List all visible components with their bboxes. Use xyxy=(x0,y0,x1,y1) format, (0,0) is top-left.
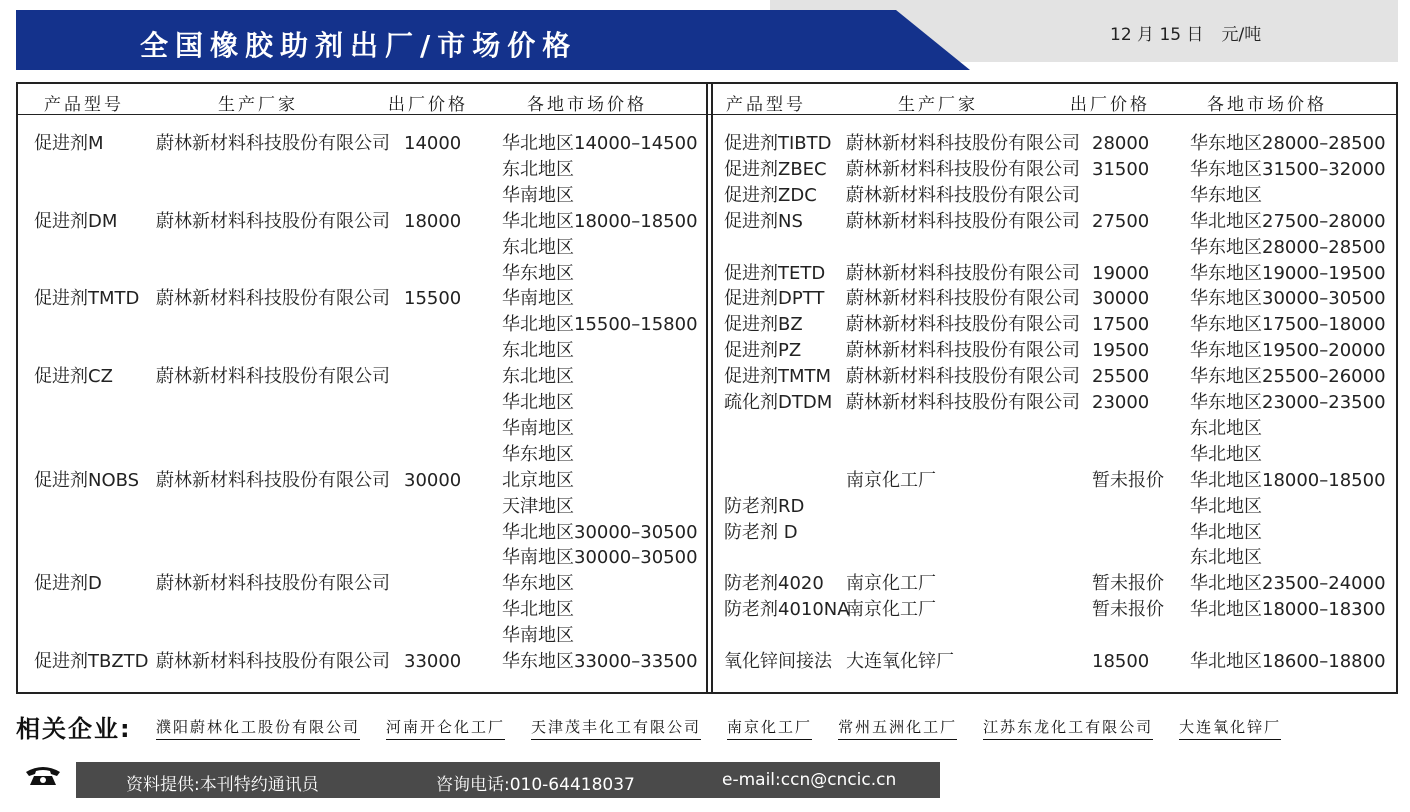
product-cell: 促进剂NOBS xyxy=(34,469,140,491)
market-price-cell: 华北地区 xyxy=(1190,495,1262,517)
factory-price-cell: 25500 xyxy=(1092,366,1150,388)
market-price-cell: 华北地区18000–18500 xyxy=(1190,469,1386,491)
maker-cell: 蔚林新材料科技股份有限公司 xyxy=(156,288,390,310)
factory-price-cell: 19500 xyxy=(1092,340,1150,362)
market-price-cell: 华东地区25500–26000 xyxy=(1190,366,1386,388)
factory-price-cell: 暂未报价 xyxy=(1092,469,1164,491)
market-price-cell: 华东地区19500–20000 xyxy=(1190,340,1386,362)
market-price-cell: 东北地区 xyxy=(502,236,574,258)
factory-price-cell: 30000 xyxy=(1092,288,1150,310)
page-title: 全国橡胶助剂出厂/市场价格 xyxy=(140,29,578,62)
market-price-cell: 华北地区 xyxy=(1190,443,1262,465)
phone-text: 咨询电话:010-64418037 xyxy=(436,775,635,795)
table-divider xyxy=(706,84,708,692)
factory-price-cell: 28000 xyxy=(1092,133,1150,154)
maker-cell: 蔚林新材料科技股份有限公司 xyxy=(156,210,390,232)
market-price-cell: 华南地区 xyxy=(502,184,574,206)
related-company: 大连氧化锌厂 xyxy=(1179,716,1281,740)
product-cell: 防老剂RD xyxy=(724,495,805,517)
date-unit xyxy=(1110,20,1279,45)
market-price-cell: 华东地区 xyxy=(1190,184,1262,206)
market-price-cell: 华东地区28000–28500 xyxy=(1190,236,1386,258)
unit-text: 元/吨 xyxy=(1221,25,1262,45)
market-price-cell: 华东地区23000–23500 xyxy=(1190,392,1386,413)
product-cell: 防老剂 D xyxy=(724,521,798,543)
market-price-cell: 东北地区 xyxy=(1190,547,1262,569)
product-cell: 促进剂ZBEC xyxy=(724,158,827,180)
maker-cell: 蔚林新材料科技股份有限公司 xyxy=(846,366,1080,388)
product-cell: 促进剂M xyxy=(34,133,104,154)
related-label: 相关企业: xyxy=(16,715,132,743)
market-price-cell: 天津地区 xyxy=(502,495,574,517)
market-price-cell: 华南地区 xyxy=(502,417,574,439)
maker-cell: 蔚林新材料科技股份有限公司 xyxy=(846,210,1080,232)
market-price-cell: 华南地区 xyxy=(502,625,574,647)
factory-price-cell: 23000 xyxy=(1092,392,1150,413)
col-header-market-price: 各地市场价格 xyxy=(1207,95,1327,115)
market-price-cell: 华北地区 xyxy=(1190,521,1262,543)
product-cell: 促进剂PZ xyxy=(724,340,802,362)
footer-bar xyxy=(76,762,940,798)
maker-cell: 蔚林新材料科技股份有限公司 xyxy=(846,340,1080,362)
market-price-cell: 华北地区27500–28000 xyxy=(1190,210,1386,232)
market-price-cell: 华南地区30000–30500 xyxy=(502,547,698,569)
market-price-cell: 华北地区 xyxy=(502,392,574,413)
maker-cell: 蔚林新材料科技股份有限公司 xyxy=(846,392,1080,413)
product-cell: 促进剂TMTD xyxy=(34,288,140,310)
source-text: 资料提供:本刊特约通讯员 xyxy=(126,775,319,795)
maker-cell: 蔚林新材料科技股份有限公司 xyxy=(846,184,1080,206)
maker-cell: 蔚林新材料科技股份有限公司 xyxy=(846,133,1080,154)
col-header-maker: 生产厂家 xyxy=(898,95,978,115)
maker-cell: 蔚林新材料科技股份有限公司 xyxy=(846,262,1080,284)
market-price-cell: 东北地区 xyxy=(1190,417,1262,439)
market-price-cell: 华北地区15500–15800 xyxy=(502,314,698,336)
factory-price-cell: 27500 xyxy=(1092,210,1150,232)
col-header-factory-price: 出厂价格 xyxy=(388,95,468,115)
factory-price-cell: 15500 xyxy=(404,288,462,310)
market-price-cell: 北京地区 xyxy=(502,469,574,491)
col-header-factory-price: 出厂价格 xyxy=(1070,95,1150,115)
email-link[interactable]: e-mail:ccn@cncic.cn xyxy=(722,770,897,790)
product-cell: 促进剂DPTT xyxy=(724,288,825,310)
factory-price-cell: 33000 xyxy=(404,651,462,672)
factory-price-cell: 18500 xyxy=(1092,651,1150,672)
related-company: 濮阳蔚林化工股份有限公司 xyxy=(156,716,360,740)
maker-cell: 蔚林新材料科技股份有限公司 xyxy=(846,314,1080,336)
col-header-maker: 生产厂家 xyxy=(218,95,298,115)
maker-cell: 南京化工厂 xyxy=(846,469,936,491)
maker-cell: 南京化工厂 xyxy=(846,599,936,621)
phone-icon xyxy=(24,764,62,786)
col-header-market-price: 各地市场价格 xyxy=(527,95,647,115)
factory-price-cell: 31500 xyxy=(1092,158,1150,180)
market-price-cell: 华东地区19000–19500 xyxy=(1190,262,1386,284)
market-price-cell: 东北地区 xyxy=(502,158,574,180)
maker-cell: 蔚林新材料科技股份有限公司 xyxy=(846,288,1080,310)
maker-cell: 南京化工厂 xyxy=(846,573,936,595)
maker-cell: 蔚林新材料科技股份有限公司 xyxy=(156,651,390,672)
market-price-cell: 华北地区23500–24000 xyxy=(1190,573,1386,595)
date-text: 12 月 15 日 xyxy=(1110,25,1204,45)
related-company: 江苏东龙化工有限公司 xyxy=(983,716,1153,740)
product-cell: 疏化剂DTDM xyxy=(724,392,833,413)
market-price-cell: 东北地区 xyxy=(502,366,574,388)
market-price-cell: 华东地区31500–32000 xyxy=(1190,158,1386,180)
market-price-cell: 华北地区30000–30500 xyxy=(502,521,698,543)
product-cell: 促进剂DM xyxy=(34,210,118,232)
market-price-cell: 华东地区28000–28500 xyxy=(1190,133,1386,154)
factory-price-cell: 暂未报价 xyxy=(1092,599,1164,621)
factory-price-cell: 暂未报价 xyxy=(1092,573,1164,595)
factory-price-cell: 18000 xyxy=(404,210,462,232)
market-price-cell: 华北地区18000–18300 xyxy=(1190,599,1386,621)
maker-cell: 蔚林新材料科技股份有限公司 xyxy=(156,366,390,388)
market-price-cell: 华南地区 xyxy=(502,288,574,310)
product-cell: 促进剂ZDC xyxy=(724,184,817,206)
col-header-product: 产品型号 xyxy=(726,95,806,115)
factory-price-cell: 14000 xyxy=(404,133,462,154)
related-company: 常州五洲化工厂 xyxy=(838,716,957,740)
product-cell: 促进剂NS xyxy=(724,210,803,232)
product-cell: 氧化锌间接法 xyxy=(724,651,832,672)
col-header-product: 产品型号 xyxy=(44,95,124,115)
market-price-cell: 华东地区 xyxy=(502,262,574,284)
related-company: 天津茂丰化工有限公司 xyxy=(531,716,701,740)
market-price-cell: 东北地区 xyxy=(502,340,574,362)
market-price-cell: 华北地区 xyxy=(502,599,574,621)
maker-cell: 大连氧化锌厂 xyxy=(846,651,954,672)
factory-price-cell: 19000 xyxy=(1092,262,1150,284)
product-cell: 促进剂TBZTD xyxy=(34,651,149,672)
product-cell: 促进剂BZ xyxy=(724,314,803,336)
factory-price-cell: 30000 xyxy=(404,469,462,491)
factory-price-cell: 17500 xyxy=(1092,314,1150,336)
product-cell: 防老剂4020 xyxy=(724,573,824,595)
maker-cell: 蔚林新材料科技股份有限公司 xyxy=(156,573,390,595)
market-price-cell: 华东地区 xyxy=(502,443,574,465)
market-price-cell: 华东地区17500–18000 xyxy=(1190,314,1386,336)
related-companies xyxy=(156,716,1307,740)
market-price-cell: 华东地区33000–33500 xyxy=(502,651,698,672)
market-price-cell: 华东地区 xyxy=(502,573,574,595)
maker-cell: 蔚林新材料科技股份有限公司 xyxy=(156,469,390,491)
product-cell: 防老剂4010NA xyxy=(724,599,850,621)
market-price-cell: 华北地区18000–18500 xyxy=(502,210,698,232)
product-cell: 促进剂TETD xyxy=(724,262,826,284)
maker-cell: 蔚林新材料科技股份有限公司 xyxy=(846,158,1080,180)
maker-cell: 蔚林新材料科技股份有限公司 xyxy=(156,133,390,154)
product-cell: 促进剂TMTM xyxy=(724,366,832,388)
market-price-cell: 华北地区18600–18800 xyxy=(1190,651,1386,672)
market-price-cell: 华东地区30000–30500 xyxy=(1190,288,1386,310)
related-company: 南京化工厂 xyxy=(727,716,812,740)
market-price-cell: 华北地区14000–14500 xyxy=(502,133,698,154)
related-company: 河南开仑化工厂 xyxy=(386,716,505,740)
table-divider xyxy=(711,84,713,692)
product-cell: 促进剂TIBTD xyxy=(724,133,832,154)
product-cell: 促进剂D xyxy=(34,573,102,595)
product-cell: 促进剂CZ xyxy=(34,366,113,388)
